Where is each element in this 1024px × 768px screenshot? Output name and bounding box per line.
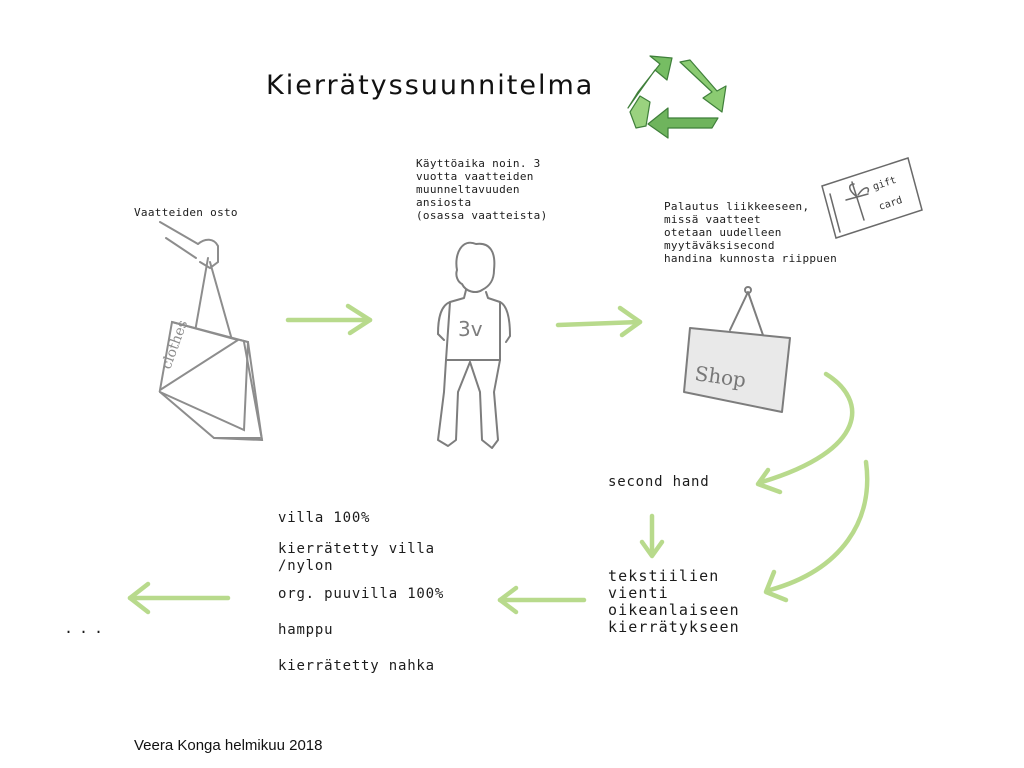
arrow-return-to-textile <box>766 462 867 600</box>
shop-sign-illustration <box>684 287 790 412</box>
gift-card-text-1: gift <box>871 174 898 193</box>
step-textile-recycling-text: tekstiilien vienti oikeanlaiseen kierrätykseen <box>608 567 740 636</box>
shop-sign-label: Shop <box>693 361 748 393</box>
step-usage-text: Käyttöaika noin. 3 vuotta vaatteiden muunneltavuuden ansiosta (osassa vaatteista) <box>416 157 548 222</box>
material-item: villa 100% <box>278 510 371 526</box>
diagram-title: Kierrätyssuunnitelma <box>266 70 595 101</box>
material-item: kierrätetty nahka <box>278 658 435 674</box>
arrow-secondhand-to-textile <box>642 516 662 556</box>
shirt-label: 3v <box>458 317 483 341</box>
ellipsis-text: ... <box>64 619 110 637</box>
step-return-text: Palautus liikkeeseen, missä vaatteet otetaan uudelleen myytäväksisecond handina kunnosta riippuen <box>664 200 838 265</box>
gift-card-text-2: card <box>877 194 904 213</box>
author-credit: Veera Konga helmikuu 2018 <box>134 737 323 754</box>
recycle-icon <box>628 56 726 138</box>
arrow-usage-to-return <box>558 308 640 335</box>
arrow-materials-to-ellipsis <box>130 584 228 612</box>
child-figure-illustration <box>438 243 510 448</box>
step-second-hand-text: second hand <box>608 474 710 490</box>
material-item: hamppu <box>278 622 334 638</box>
bag-label: clothes <box>158 318 192 372</box>
arrow-purchase-to-usage <box>288 306 370 333</box>
arrow-textile-to-materials <box>500 588 584 612</box>
material-item: kierrätetty villa /nylon <box>278 541 435 574</box>
step-purchase-text: Vaatteiden osto <box>134 206 238 219</box>
material-item: org. puuvilla 100% <box>278 586 445 602</box>
